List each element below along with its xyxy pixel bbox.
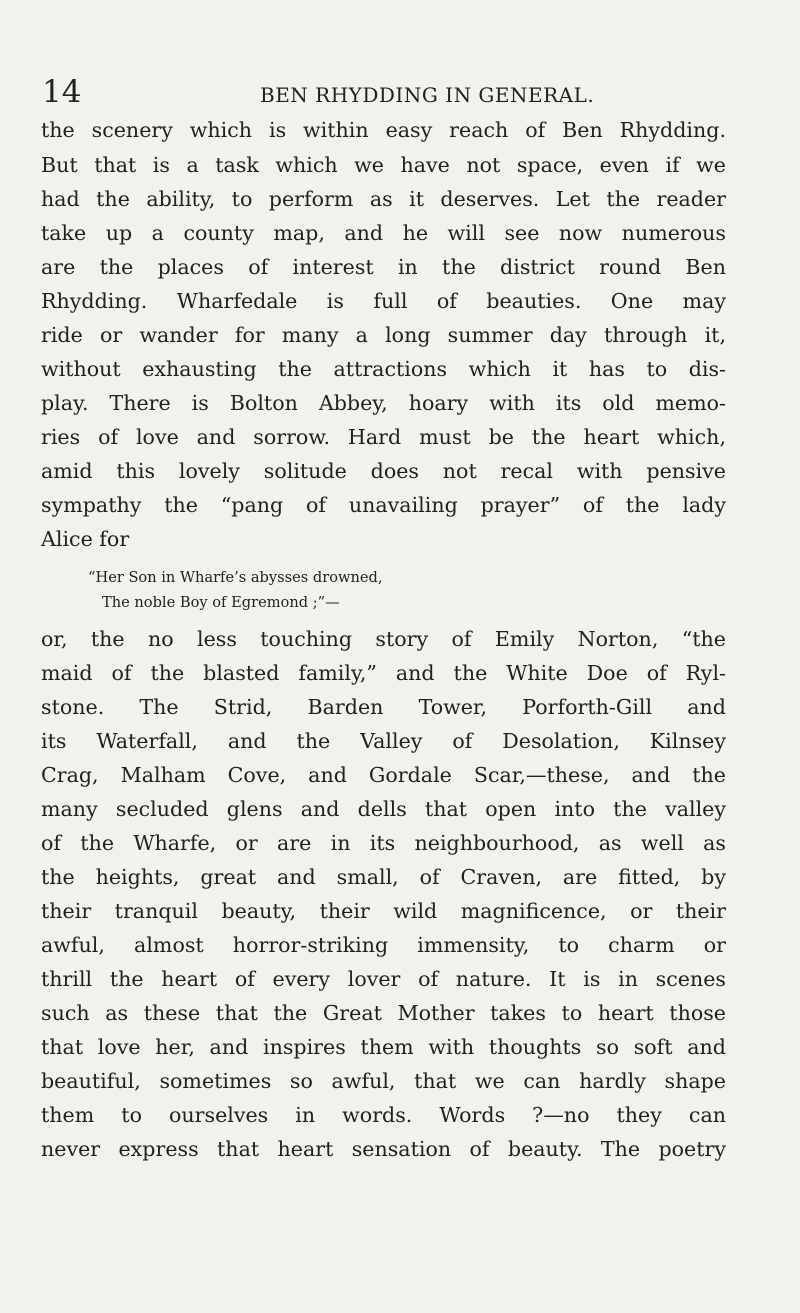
text-line: thrill the heart of every lover of nature. It is in scenes [41,967,726,991]
text-line: of the Wharfe, or are in its neighbourhood, as well as [41,831,726,855]
text-line: their tranquil beauty, their wild magnificence, or their [41,899,726,923]
text-line: that love her, and inspires them with thoughts so soft and [41,1035,726,1059]
text-line: play. There is Bolton Abbey, hoary with its old memo- [41,391,726,415]
text-line: ride or wander for many a long summer day through it, [41,323,726,347]
quote-line: The noble Boy of Egremond ;”— [102,594,340,611]
text-line: awful, almost horror-striking immensity, to charm or [41,933,726,957]
text-line: But that is a task which we have not space, even if we [41,153,726,177]
text-line: Alice for [41,527,130,551]
text-line: many secluded glens and dells that open into the valley [41,797,726,821]
text-line: its Waterfall, and the Valley of Desolation, Kilnsey [41,729,726,753]
text-line: or, the no less touching story of Emily Norton, “the [41,627,726,651]
text-line: such as these that the Great Mother takes to heart those [41,1001,726,1025]
text-line: them to ourselves in words. Words ?—no they can [41,1103,726,1127]
text-line: without exhausting the attractions which it has to dis- [41,357,726,381]
text-line: Crag, Malham Cove, and Gordale Scar,—these, and the [41,763,726,787]
text-line: maid of the blasted family,” and the White Doe of Ryl- [41,661,726,685]
running-title: BEN RHYDDING IN GENERAL. [260,83,595,107]
text-line: beautiful, sometimes so awful, that we can hardly shape [41,1069,726,1093]
text-line: sympathy the “pang of unavailing prayer” of the lady [41,493,726,517]
text-line: take up a county map, and he will see now numerous [41,221,726,245]
text-line: are the places of interest in the district round Ben [41,255,726,279]
text-line: Rhydding. Wharfedale is full of beauties. One may [41,289,726,313]
text-line: ries of love and sorrow. Hard must be the heart which, [41,425,726,449]
text-line: stone. The Strid, Barden Tower, Porforth-Gill and [41,695,726,719]
text-line: the heights, great and small, of Craven, are fitted, by [41,865,726,889]
text-line: had the ability, to perform as it deserves. Let the reader [41,187,726,211]
text-line: amid this lovely solitude does not recal with pensive [41,459,726,483]
text-line: never express that heart sensation of beauty. The poetry [41,1137,726,1161]
quote-line: “Her Son in Wharfe’s abysses drowned, [88,569,383,586]
page-number: 14 [42,74,82,110]
page-header [42,74,722,110]
text-line: the scenery which is within easy reach of Ben Rhydding. [41,118,726,142]
